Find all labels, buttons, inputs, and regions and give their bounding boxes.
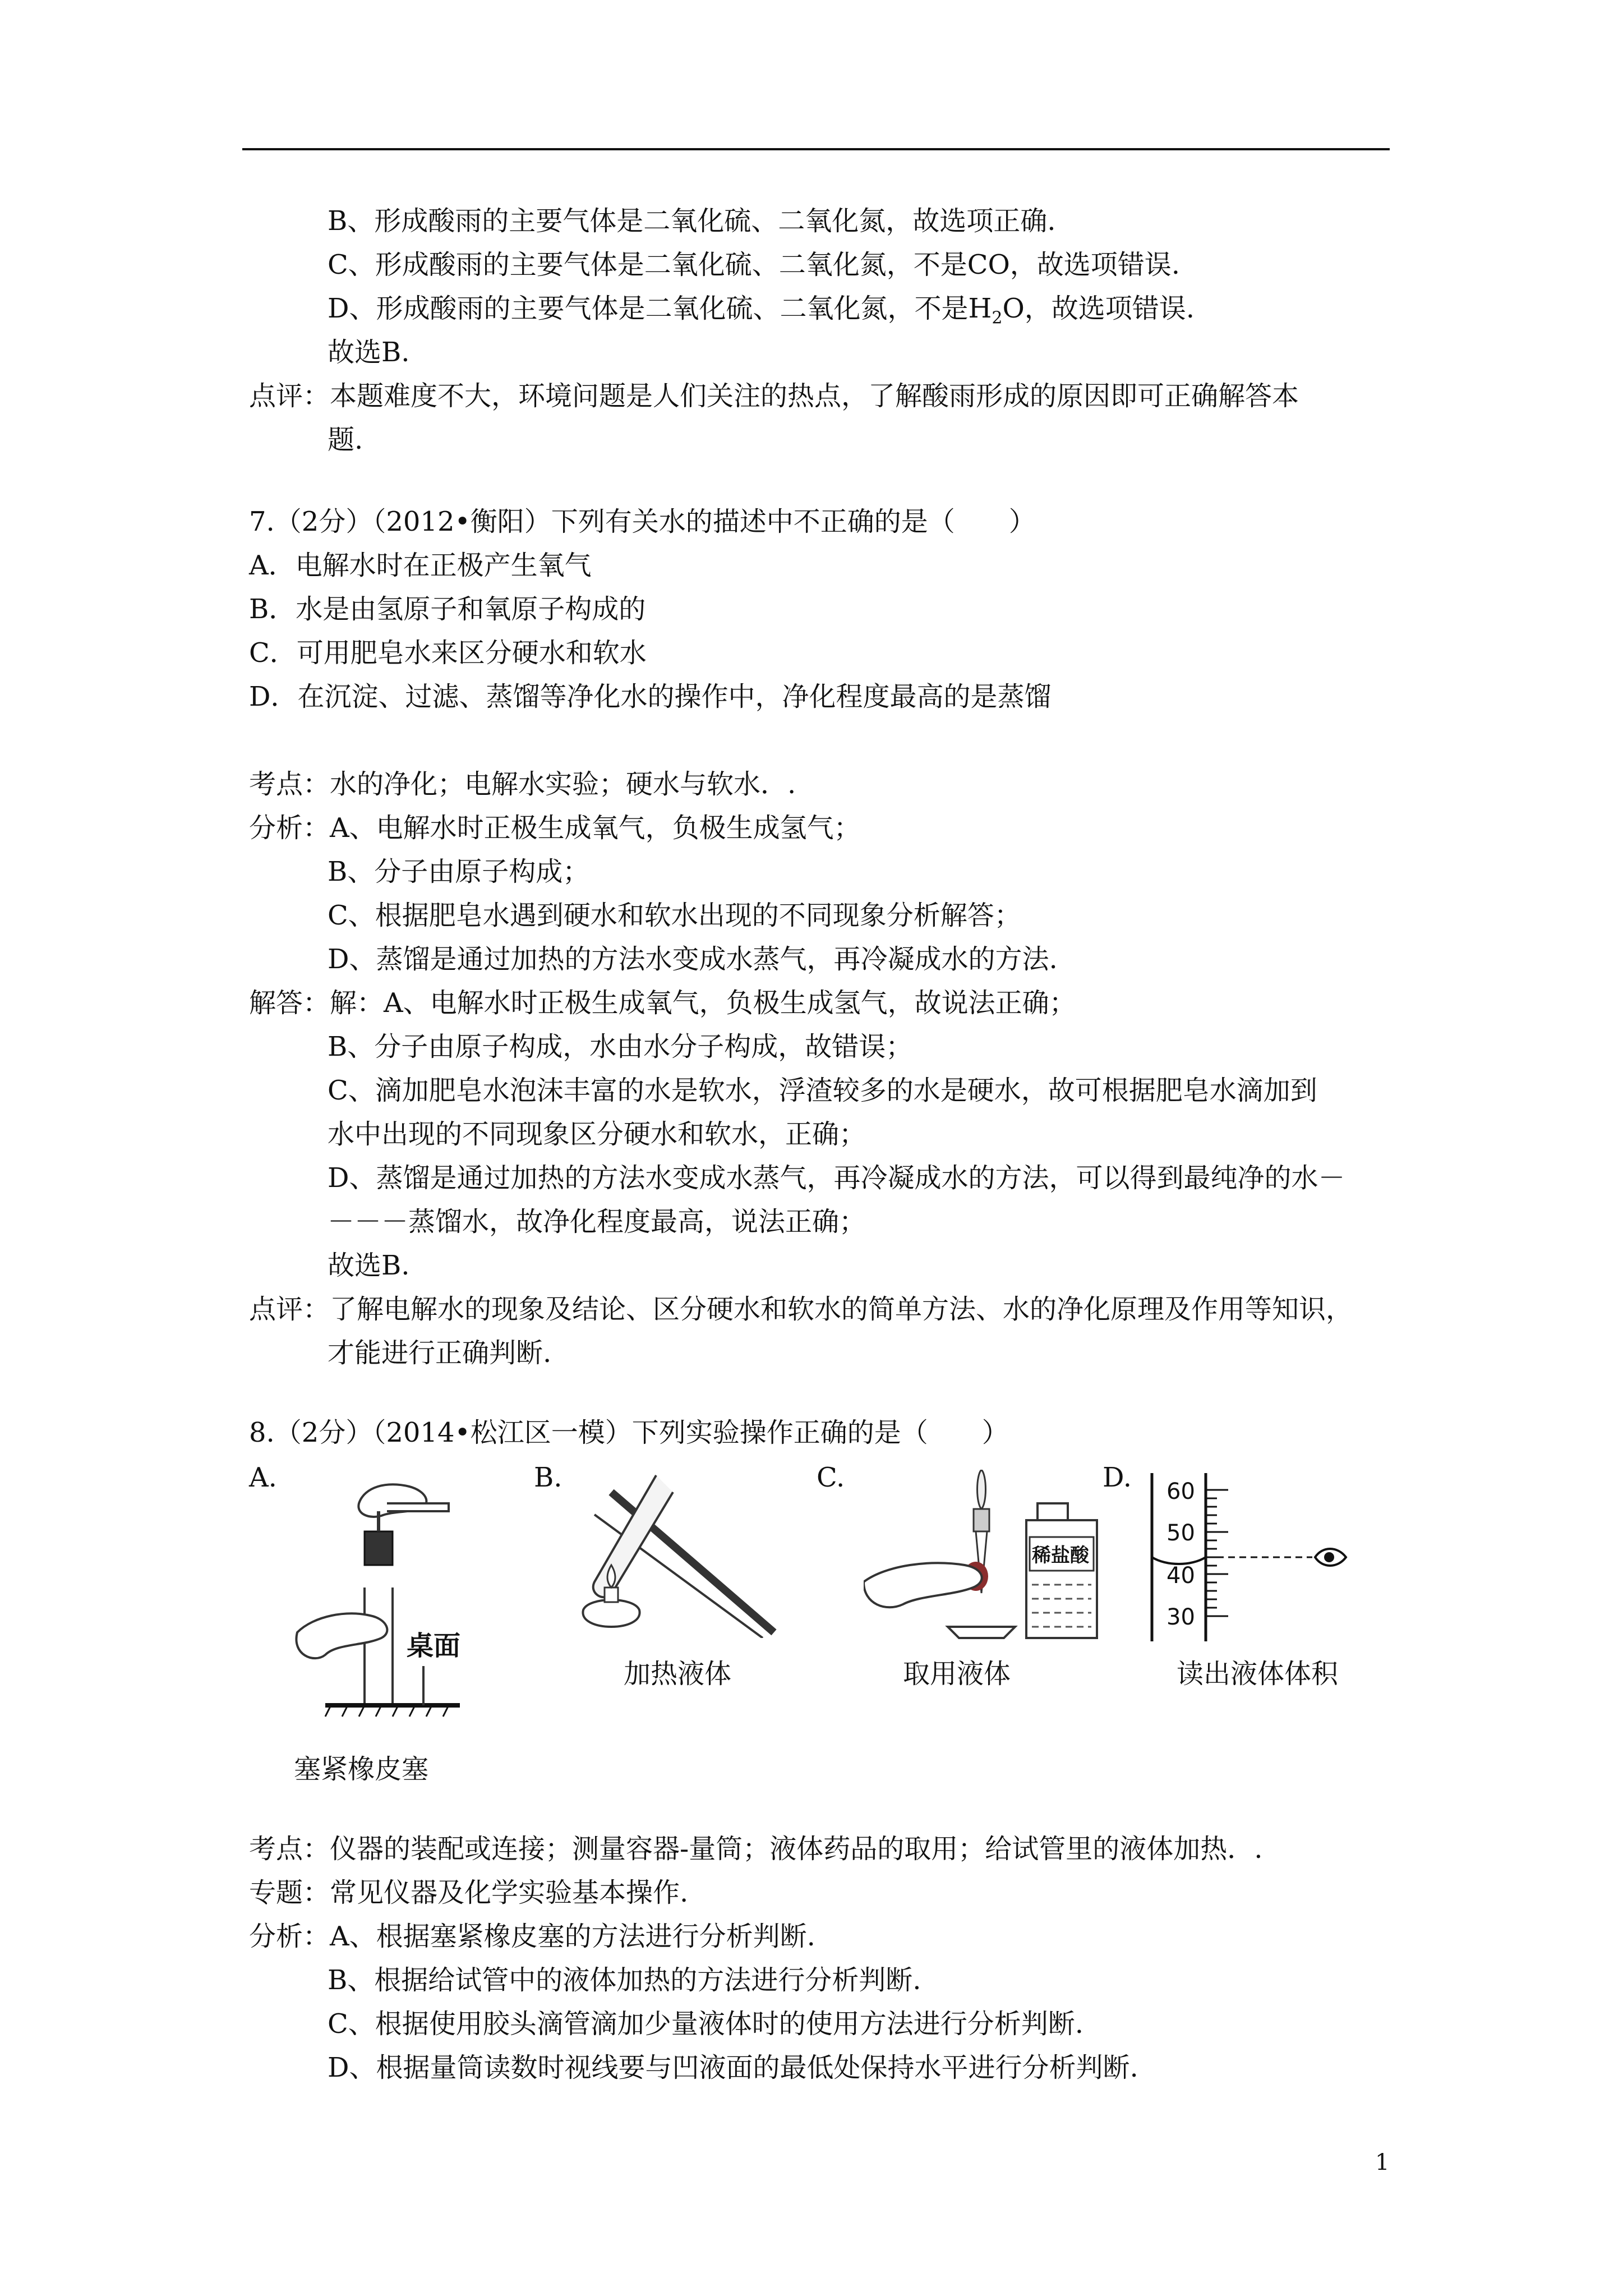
q7-fenxi-line: C、根据肥皂水遇到硬水和软水出现的不同现象分析解答； bbox=[328, 900, 1021, 931]
caption-d: 读出液体体积 bbox=[1177, 1658, 1339, 1690]
figure-a-table-label: 桌面 bbox=[407, 1630, 461, 1662]
prev-solution-b: B、形成酸雨的主要气体是二氧化硫、二氧化氮，故选项正确. bbox=[328, 205, 1056, 237]
caption-a: 塞紧橡皮塞 bbox=[294, 1754, 429, 1785]
prev-comment-line-1: 点评：本题难度不大，环境问题是人们关注的热点，了解酸雨形成的原因即可正确解答本 bbox=[249, 380, 1299, 412]
q7-option-a: A．电解水时在正极产生氧气 bbox=[249, 550, 592, 581]
q8-option-c-letter: C. bbox=[817, 1462, 845, 1493]
q8-fenxi-line: C、根据使用胶头滴管滴加少量液体时的使用方法进行分析判断. bbox=[328, 2008, 1083, 2040]
figure-d-tick: 30 bbox=[1166, 1604, 1195, 1630]
q8-kaodian: 考点：仪器的装配或连接；测量容器-量筒；液体药品的取用；给试管里的液体加热．. bbox=[249, 1833, 1263, 1865]
q7-dianping-line: 才能进行正确判断. bbox=[328, 1337, 552, 1369]
q7-jieda-line: 解答：解：A、电解水时正极生成氧气，负极生成氢气，故说法正确； bbox=[249, 987, 1076, 1019]
q7-dianping-line: 点评：了解电解水的现象及结论、区分硬水和软水的简单方法、水的净化原理及作用等知识， bbox=[249, 1294, 1353, 1325]
q7-stem: 7.（2分）（2012•衡阳）下列有关水的描述中不正确的是（ ） bbox=[249, 506, 1036, 537]
q7-fenxi-line: B、分子由原子构成； bbox=[328, 856, 590, 887]
q8-fenxi-line: 分析：A、根据塞紧橡皮塞的方法进行分析判断. bbox=[249, 1921, 815, 1952]
q8-option-b-letter: B. bbox=[534, 1462, 562, 1493]
eye-icon bbox=[1324, 1552, 1334, 1562]
q7-fenxi-line: D、蒸馏是通过加热的方法水变成水蒸气，再冷凝成水的方法. bbox=[328, 944, 1058, 975]
q8-option-a-letter: A. bbox=[249, 1462, 277, 1493]
q8-fenxi-line: B、根据给试管中的液体加热的方法进行分析判断. bbox=[328, 1964, 921, 1996]
prev-solution-d: D、形成酸雨的主要气体是二氧化硫、二氧化氮，不是$H_2O$，故选项错误. bbox=[328, 293, 1195, 328]
q7-jieda-line: B、分子由原子构成，水由水分子构成，故错误； bbox=[328, 1031, 913, 1062]
q7-jieda-line: D、蒸馏是通过加热的方法水变成水蒸气，再冷凝成水的方法，可以得到最纯净的水－ bbox=[328, 1162, 1345, 1194]
figure-c-dropper bbox=[864, 1470, 1099, 1655]
figure-d-tick: 40 bbox=[1166, 1563, 1195, 1589]
q8-stem: 8.（2分）（2014•松江区一模）下列实验操作正确的是（ ） bbox=[249, 1417, 1009, 1448]
q7-kaodian: 考点：水的净化；电解水实验；硬水与软水．. bbox=[249, 769, 796, 800]
q7-option-d: D．在沉淀、过滤、蒸馏等净化水的操作中，净化程度最高的是蒸馏 bbox=[249, 681, 1052, 712]
caption-b: 加热液体 bbox=[624, 1658, 732, 1690]
q8-zhuanti: 专题：常见仪器及化学实验基本操作. bbox=[249, 1877, 689, 1908]
q8-option-d-letter: D. bbox=[1103, 1462, 1132, 1493]
figure-d-tick: 50 bbox=[1166, 1520, 1195, 1546]
caption-c: 取用液体 bbox=[903, 1658, 1011, 1690]
q8-fenxi-line: D、根据量筒读数时视线要与凹液面的最低处保持水平进行分析判断. bbox=[328, 2052, 1138, 2083]
figure-b-heating bbox=[561, 1470, 785, 1638]
figure-d-tick: 60 bbox=[1166, 1479, 1195, 1504]
q7-fenxi-line: 分析：A、电解水时正极生成氧气，负极生成氢气； bbox=[249, 812, 861, 844]
prev-solution-choose: 故选B. bbox=[328, 337, 410, 368]
q7-jieda-line: －－－蒸馏水，故净化程度最高，说法正确； bbox=[328, 1206, 866, 1237]
prev-comment-line-2: 题. bbox=[328, 424, 363, 455]
figure-a-stopper bbox=[280, 1464, 471, 1728]
prev-solution-c: C、形成酸雨的主要气体是二氧化硫、二氧化氮，不是CO，故选项错误. bbox=[328, 249, 1181, 280]
figure-c-bottle-label: 稀盐酸 bbox=[1032, 1544, 1089, 1567]
figure-d-cylinder bbox=[1144, 1467, 1357, 1647]
q7-option-c: C．可用肥皂水来区分硬水和软水 bbox=[249, 637, 647, 669]
header-rule bbox=[242, 148, 1390, 150]
page-number: 1 bbox=[1375, 2150, 1390, 2175]
q7-jieda-line: 故选B. bbox=[328, 1250, 410, 1281]
q7-jieda-line: 水中出现的不同现象区分硬水和软水，正确； bbox=[328, 1119, 866, 1150]
q7-jieda-line: C、滴加肥皂水泡沫丰富的水是软水，浮渣较多的水是硬水，故可根据肥皂水滴加到 bbox=[328, 1075, 1317, 1106]
q7-option-b: B．水是由氢原子和氧原子构成的 bbox=[249, 593, 646, 625]
